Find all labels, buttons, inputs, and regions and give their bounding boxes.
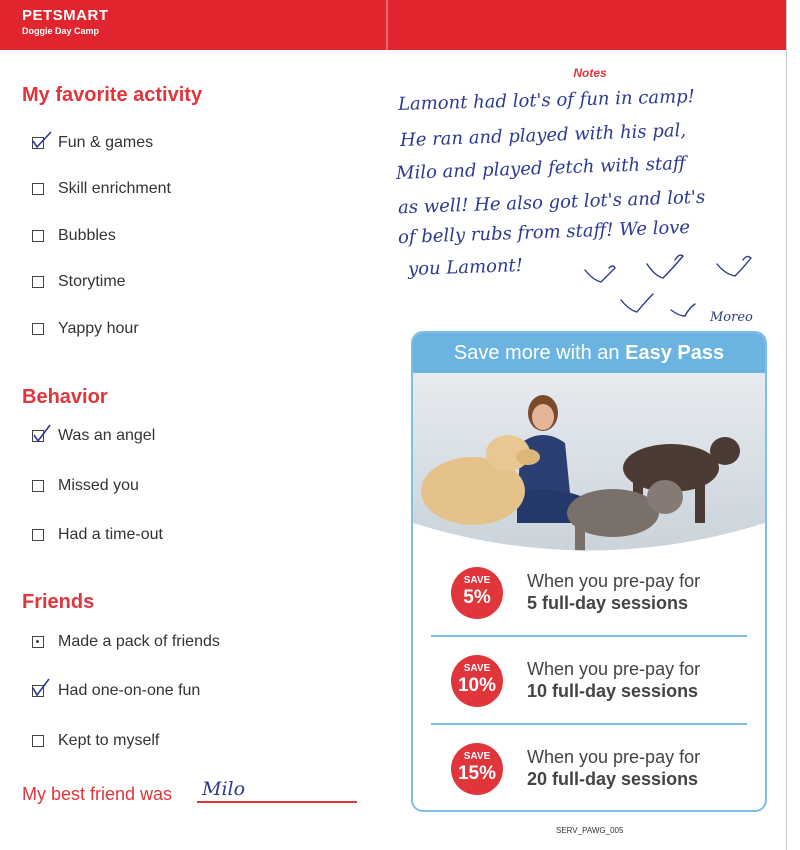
checkbox[interactable] xyxy=(32,430,44,442)
brand-subtitle: Doggie Day Camp xyxy=(22,26,100,36)
notes-line: you Lamont! xyxy=(407,254,524,281)
checkbox-label: Skill enrichment xyxy=(58,180,171,197)
tier-line2: 20 full-day sessions xyxy=(527,769,699,789)
tier-divider xyxy=(431,723,747,725)
checkbox-item-activity[interactable] xyxy=(32,179,171,199)
save-badge xyxy=(451,567,503,619)
header-bar xyxy=(0,0,786,50)
notes-line: Lamont had lot's of fun in camp! xyxy=(397,86,696,115)
save-badge-label: SAVE xyxy=(463,751,491,762)
save-badge xyxy=(451,655,503,707)
tier-line1: When you pre-pay for xyxy=(527,747,701,767)
checkbox-item-behavior[interactable] xyxy=(32,525,163,545)
checkbox-label: Had one-on-one fun xyxy=(58,682,201,699)
checkbox-item-behavior[interactable] xyxy=(32,476,139,496)
friends-title: Friends xyxy=(22,591,95,613)
notes-line: of belly rubs from staff! We love xyxy=(397,216,691,249)
checkbox[interactable] xyxy=(32,230,44,242)
promo-title-prefix: Save more with an xyxy=(453,342,626,364)
checkbox-label: Yappy hour xyxy=(58,320,139,337)
dogs-photo-image xyxy=(413,373,765,559)
best-friend-underline xyxy=(197,801,357,803)
checkbox[interactable] xyxy=(32,636,44,648)
checkbox[interactable] xyxy=(32,323,44,335)
checkbox-item-behavior[interactable] xyxy=(32,426,155,446)
notes-line: He ran and played with his pal, xyxy=(399,120,687,151)
save-badge-percent: 5% xyxy=(463,587,491,608)
save-tier xyxy=(413,553,765,639)
checkbox-item-activity[interactable] xyxy=(32,133,153,153)
save-tier xyxy=(413,729,765,812)
checkbox[interactable] xyxy=(32,735,44,747)
checkmark-icon xyxy=(31,678,53,698)
save-tier xyxy=(413,641,765,727)
checkbox-label: Fun & games xyxy=(58,134,154,151)
checkbox-label: Was an angel xyxy=(58,427,156,444)
form-code: SERV_PAWG_005 xyxy=(556,826,624,835)
notes-line: as well! He also got lot's and lot's xyxy=(397,186,706,219)
tier-line1: When you pre-pay for xyxy=(527,659,701,679)
checkbox-label: Had a time-out xyxy=(58,526,163,543)
page-edge xyxy=(786,0,787,850)
tier-divider xyxy=(431,635,747,637)
best-friend-label: My best friend was xyxy=(22,784,173,804)
checkbox[interactable] xyxy=(32,183,44,195)
checkbox-label: Bubbles xyxy=(58,227,116,244)
save-badge-label: SAVE xyxy=(463,663,491,674)
checkbox-label: Missed you xyxy=(58,477,139,494)
checkbox-item-friends[interactable] xyxy=(32,731,159,751)
easy-pass-promo xyxy=(411,331,767,812)
checkbox-item-friends[interactable] xyxy=(32,632,220,652)
promo-title xyxy=(413,333,765,373)
checkmark-icon xyxy=(31,423,53,443)
checkbox[interactable] xyxy=(32,137,44,149)
checkbox-label: Made a pack of friends xyxy=(58,633,220,650)
checkbox-item-activity[interactable] xyxy=(32,226,116,246)
save-badge-percent: 15% xyxy=(457,763,497,784)
save-badge-percent: 10% xyxy=(457,675,497,696)
doodle-hearts-icon xyxy=(575,250,785,335)
notes-line: Milo and played fetch with staff xyxy=(395,152,687,185)
checkbox[interactable] xyxy=(32,276,44,288)
promo-title-bold: Easy Pass xyxy=(625,342,725,364)
checkbox-label: Storytime xyxy=(58,273,126,290)
activity-title: My favorite activity xyxy=(22,84,203,106)
tier-line2: 5 full-day sessions xyxy=(527,593,689,613)
save-badge-label: SAVE xyxy=(463,575,491,586)
tier-line2: 10 full-day sessions xyxy=(527,681,699,701)
checkbox[interactable] xyxy=(32,480,44,492)
checkmark-icon xyxy=(31,130,53,150)
checkbox[interactable] xyxy=(32,529,44,541)
save-badge xyxy=(451,743,503,795)
notes-signature: Moreo xyxy=(710,310,753,325)
checkbox-item-activity[interactable] xyxy=(32,319,139,339)
checkbox-item-friends[interactable] xyxy=(32,681,200,701)
notes-title: Notes xyxy=(573,66,607,80)
checkbox[interactable] xyxy=(32,685,44,697)
header-divider xyxy=(386,0,388,50)
checkbox-item-activity[interactable] xyxy=(32,272,126,292)
best-friend-value[interactable]: Milo xyxy=(202,778,246,800)
brand-logo: PETSMART xyxy=(22,7,109,24)
behavior-title: Behavior xyxy=(22,386,108,408)
tier-line1: When you pre-pay for xyxy=(527,571,701,591)
checkbox-label: Kept to myself xyxy=(58,732,160,749)
